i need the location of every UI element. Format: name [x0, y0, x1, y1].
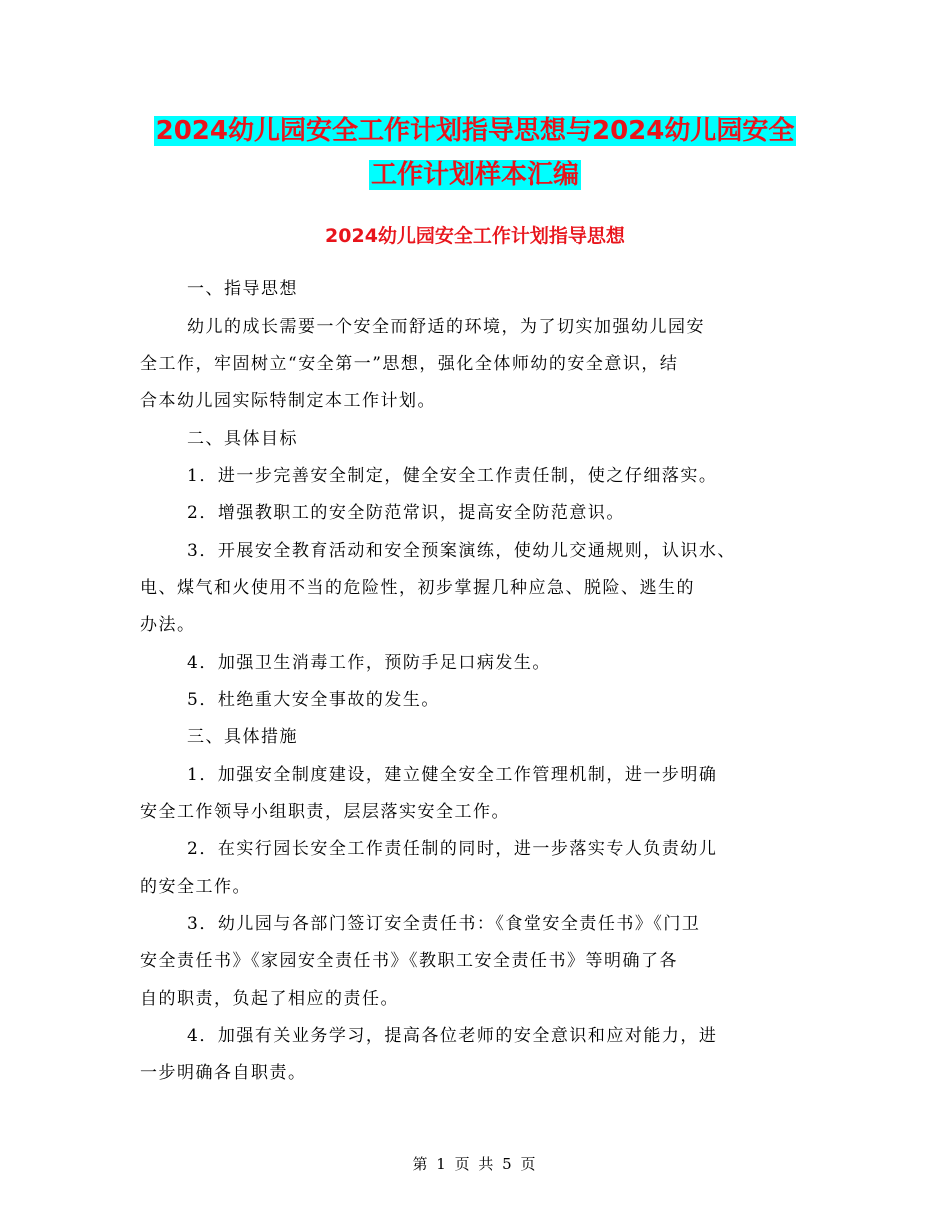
- paragraph-line: 的安全工作。: [140, 877, 251, 897]
- list-item: 2．增强教职工的安全防范常识，提高安全防范意识。: [187, 503, 625, 523]
- list-item: 4．加强有关业务学习，提高各位老师的安全意识和应对能力，进: [187, 1026, 718, 1046]
- page-number-footer: 第 1 页 共 5 页: [412, 1155, 538, 1173]
- paragraph-line: 办法。: [140, 615, 196, 635]
- paragraph-line: 全工作，牢固树立“安全第一”思想，强化全体师幼的安全意识，结: [140, 354, 679, 374]
- paragraph-line: 合本幼儿园实际特制定本工作计划。: [140, 391, 436, 411]
- heading-guiding-idea: 一、指导思想: [187, 279, 298, 299]
- list-item: 4．加强卫生消毒工作，预防手足口病发生。: [187, 653, 551, 673]
- list-item: 1．进一步完善安全制定，健全安全工作责任制，使之仔细落实。: [187, 466, 718, 486]
- paragraph-line: 电、煤气和火使用不当的危险性，初步掌握几种应急、脱险、逃生的: [140, 578, 695, 598]
- paragraph-line: 安全责任书》《家园安全责任书》《教职工安全责任书》等明确了各: [140, 951, 678, 971]
- document-title-line-2: 工作计划样本汇编: [370, 160, 579, 190]
- paragraph-line: 自的职责，负起了相应的责任。: [140, 989, 399, 1009]
- paragraph-line: 幼儿的成长需要一个安全而舒适的环境，为了切实加强幼儿园安: [187, 317, 705, 337]
- document-title-line-1: 2024幼儿园安全工作计划指导思想与2024幼儿园安全: [155, 116, 795, 146]
- list-item: 3．幼儿园与各部门签订安全责任书：《食堂安全责任书》《门卫: [187, 914, 701, 934]
- list-item: 1．加强安全制度建设，建立健全安全工作管理机制，进一步明确: [187, 765, 718, 785]
- list-item: 2．在实行园长安全工作责任制的同时，进一步落实专人负责幼儿: [187, 839, 718, 859]
- list-item: 3．开展安全教育活动和安全预案演练，使幼儿交通规则，认识水、: [187, 541, 736, 561]
- section-title: 2024幼儿园安全工作计划指导思想: [325, 225, 625, 247]
- list-item: 5．杜绝重大安全事故的发生。: [187, 690, 440, 710]
- heading-specific-goals: 二、具体目标: [187, 429, 298, 449]
- paragraph-line: 一步明确各自职责。: [140, 1063, 307, 1083]
- paragraph-line: 安全工作领导小组职责，层层落实安全工作。: [140, 802, 510, 822]
- heading-specific-measures: 三、具体措施: [187, 727, 298, 747]
